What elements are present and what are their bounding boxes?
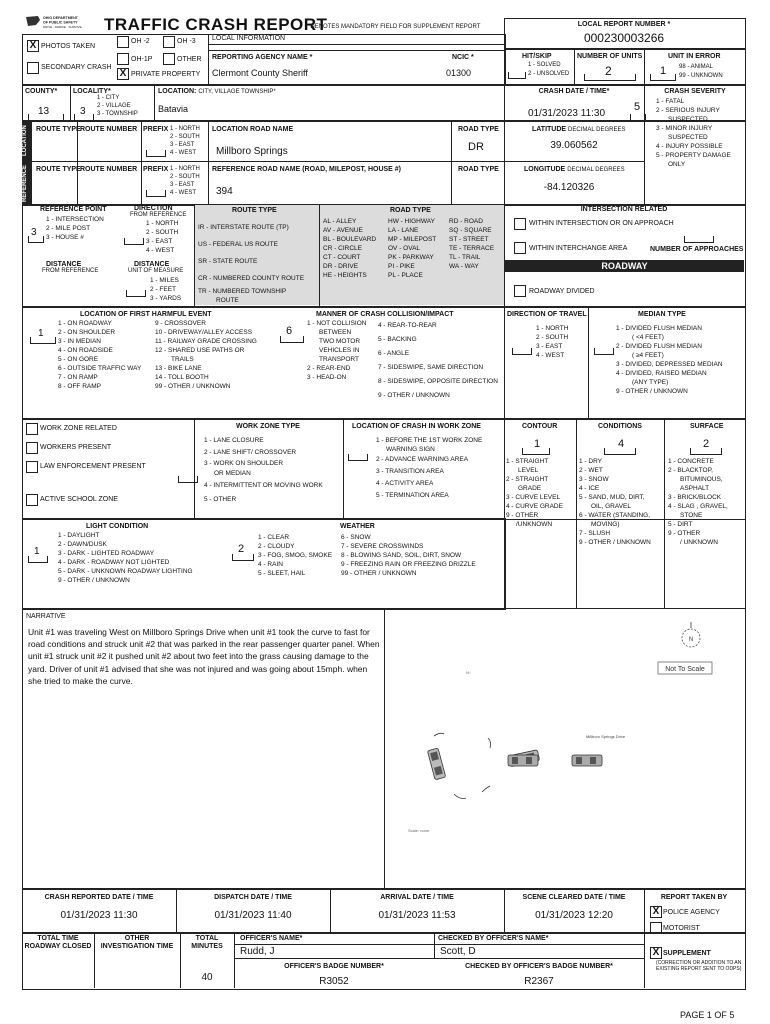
- reporting-agency-label: REPORTING AGENCY NAME *: [212, 54, 313, 61]
- road-type-value[interactable]: DR: [468, 141, 484, 153]
- route-type-head: ROUTE TYPE: [232, 207, 277, 214]
- private-property-checkbox[interactable]: X: [117, 68, 129, 80]
- locality-opt-1: 1 - CITY: [97, 95, 120, 101]
- not-to-scale-label: Not To Scale: [665, 666, 705, 673]
- total-minutes-label: TOTAL: [195, 935, 219, 942]
- scene-cleared-label: SCENE CLEARED DATE / TIME: [522, 894, 626, 901]
- road-type-col-2: HW - HIGHWAY LA - LANE MP - MILEPOST OV - OVAL PK - PARKWAY PI - PIKE PL - PLACE: [388, 218, 437, 279]
- distance-unit-sub: UNIT OF MEASURE: [128, 268, 184, 274]
- longitude-label: LONGITUDE DECIMAL DEGREES: [524, 166, 625, 173]
- median-options: 1 - DIVIDED FLUSH MEDIAN ( <4 FEET) 2 - DIVIDED FLUSH MEDIAN ( ≥4 FEET) 3 - DIVIDED, DEPRESSED MEDIAN 4 - DIVIDED, RAISED MEDIAN (ANY TYPE) 9 - OTHER / UNKNOWN: [616, 325, 723, 395]
- checked-badge-label: CHECKED BY OFFICER'S BADGE NUMBER*: [465, 963, 613, 970]
- ohio-dps-logo: [24, 14, 86, 30]
- weather-col-2: 6 - SNOW 7 - SEVERE CROSSWINDS 8 - BLOWING SAND, SOIL, DIRT, SNOW 9 - FREEZING RAIN OR FREEZING DRIZZLE 99 - OTHER / UNKNOWN: [341, 534, 476, 577]
- work-zone-type-field[interactable]: [178, 476, 198, 483]
- page-number: PAGE 1 OF 5: [680, 1010, 735, 1020]
- road-type-head: ROAD TYPE: [390, 207, 431, 214]
- other-checkbox[interactable]: [163, 53, 175, 65]
- surface-value[interactable]: 2: [703, 438, 710, 450]
- route-number-label-1: ROUTE NUMBER: [80, 126, 138, 133]
- distance-label: DISTANCE: [46, 261, 82, 268]
- county-value[interactable]: 13: [38, 106, 50, 117]
- distance-unit-label: DISTANCE: [134, 261, 170, 268]
- manner-label: MANNER OF CRASH COLLISION/IMPACT: [316, 311, 454, 318]
- direction-field[interactable]: [124, 238, 144, 245]
- secondary-crash-label: SECONDARY CRASH: [41, 64, 112, 71]
- total-time-sub: ROADWAY CLOSED: [24, 943, 92, 950]
- side-reference-tab: REFERENCE: [22, 162, 32, 204]
- roadway-divided-label: ROADWAY DIVIDED: [529, 288, 595, 295]
- conditions-label: CONDITIONS: [598, 423, 642, 430]
- other-label: OTHER: [177, 56, 202, 63]
- badge-label: OFFICER'S BADGE NUMBER*: [284, 963, 384, 970]
- prefix-opt-2: 2 - SOUTH: [170, 134, 200, 140]
- route-number-label-2: ROUTE NUMBER: [80, 166, 138, 173]
- secondary-crash-checkbox[interactable]: [27, 62, 39, 74]
- intersection-related-label: INTERSECTION RELATED: [580, 206, 668, 213]
- badge-value[interactable]: R3052: [319, 976, 349, 987]
- police-agency-label: POLICE AGENCY: [663, 909, 720, 916]
- within-interchange-label: WITHIN INTERCHANGE AREA: [529, 245, 628, 252]
- distance-sub: FROM REFERENCE: [42, 268, 99, 274]
- supplement-label: SUPPLEMENT: [663, 950, 711, 957]
- work-zone-type-options: 1 - LANE CLOSURE 2 - LANE SHIFT/ CROSSOVER 3 - WORK ON SHOULDER OR MEDIAN 4 - INTERMITTENT OR MOVING WORK 5 - OTHER: [204, 437, 323, 503]
- law-enforcement-label: LAW ENFORCEMENT PRESENT: [40, 463, 146, 470]
- arrival-value[interactable]: 01/31/2023 11:53: [378, 910, 456, 921]
- work-zone-location-label: LOCATION OF CRASH IN WORK ZONE: [352, 423, 481, 430]
- weather-label: WEATHER: [340, 523, 375, 530]
- roadway-divided-checkbox[interactable]: [514, 285, 526, 297]
- svg-text:N: N: [688, 637, 694, 643]
- dispatch-label: DISPATCH DATE / TIME: [214, 894, 292, 901]
- svg-text:N↑: N↑: [466, 670, 471, 675]
- direction-sub: FROM REFERENCE: [130, 212, 187, 218]
- locality-value[interactable]: 3: [80, 106, 86, 117]
- prefix-opt-1: 1 - NORTH: [170, 126, 200, 132]
- supplement-checkbox[interactable]: X: [650, 947, 662, 959]
- manner-col-2: 4 - REAR-TO-REAR 5 - BACKING 6 - ANGLE 7 - SIDESWIPE, SAME DIRECTION 8 - SIDESWIPE, OPPOSITE DIRECTION 9 - OTHER / UNKNOWN: [378, 322, 498, 399]
- photos-taken-checkbox[interactable]: X: [27, 40, 39, 52]
- ref-prefix-opt-4: 4 - WEST: [170, 190, 197, 196]
- conditions-options: 1 - DRY 2 - WET 3 - SNOW 4 - ICE 5 - SAND, MUD, DIRT, OIL, GRAVEL 6 - WATER (STANDING, MOVING) 7 - SLUSH 9 - OTHER / UNKNOWN: [579, 458, 651, 546]
- manner-value[interactable]: 6: [286, 325, 293, 337]
- location-value[interactable]: Batavia: [158, 104, 189, 114]
- direction-options: 1 - NORTH 2 - SOUTH 3 - EAST 4 - WEST: [146, 220, 179, 254]
- prefix-opt-4: 4 - WEST: [170, 150, 197, 156]
- latitude-label: LATITUDE DECIMAL DEGREES: [532, 126, 626, 133]
- unit-2-vehicle-icon: [427, 748, 445, 780]
- number-of-units-label: NUMBER OF UNITS: [577, 53, 643, 60]
- svg-text:OF PUBLIC SAFETY: OF PUBLIC SAFETY: [43, 20, 78, 25]
- svg-text:Scale: none: Scale: none: [408, 828, 430, 833]
- oh1p-label: OH-1P: [131, 56, 153, 63]
- scene-cleared-value[interactable]: 01/31/2023 12:20: [535, 910, 613, 921]
- hit-skip-opt-1: 1 - SOLVED: [528, 62, 561, 68]
- longitude-value[interactable]: -84.120326: [543, 182, 595, 193]
- crash-diagram: [386, 610, 742, 886]
- crash-reported-label: CRASH REPORTED DATE / TIME: [44, 894, 154, 901]
- unit-in-error-opt-2: 99 - UNKNOWN: [679, 73, 723, 79]
- svg-text:DRIVE · ARRIVE · SURVIVE: DRIVE · ARRIVE · SURVIVE: [43, 25, 82, 29]
- location-road-label: LOCATION ROAD NAME: [212, 126, 294, 133]
- harmful-event-value[interactable]: 1: [38, 328, 44, 339]
- police-agency-checkbox[interactable]: X: [650, 906, 662, 918]
- unit-in-error-label: UNIT IN ERROR: [668, 53, 721, 60]
- prefix-label-2: PREFIX: [143, 166, 169, 173]
- narrative-text: Unit #1 was traveling West on Millboro Springs Drive when unit #1 took the curve to fast for road conditions and struck unit #2 that was parked in the rear passenger quarter panel. When unit #1 struck unit #2 it pushed unit #2 about two feet into the grass causing damage to the yard. Driver of unit #1 advised that she was not injured and was going about 15mph. when she tried to make the curve.: [28, 627, 380, 686]
- reference-point-options: 1 - INTERSECTION 2 - MILE POST 3 - HOUSE #: [46, 216, 104, 241]
- work-zone-related-checkbox[interactable]: [26, 423, 38, 435]
- road-type-col-1: AL - ALLEY AV - AVENUE BL - BOULEVARD CR - CIRCLE CT - COURT DR - DRIVE HE - HEIGHTS: [323, 218, 377, 279]
- crash-date-value[interactable]: 01/31/2023 11:30: [527, 108, 606, 119]
- active-school-label: ACTIVE SCHOOL ZONE: [40, 496, 118, 503]
- side-location-tab: LOCATION: [22, 121, 32, 161]
- harmful-event-col-1: 1 - ON ROADWAY 2 - ON SHOULDER 3 - IN MEDIAN 4 - ON ROADSIDE 5 - ON GORE 6 - OUTSIDE TRAFFIC WAY 7 - ON RAMP 8 - OFF RAMP: [58, 320, 142, 390]
- photos-taken-label: PHOTOS TAKEN: [41, 43, 96, 50]
- crash-date-label: CRASH DATE / TIME*: [538, 88, 610, 95]
- locality-opt-3: 3 - TOWNSHIP: [97, 111, 138, 117]
- local-information-label: LOCAL INFORMATION: [212, 35, 286, 42]
- weather-col-1: 1 - CLEAR 2 - CLOUDY 3 - FOG, SMOG, SMOKE 4 - RAIN 5 - SLEET, HAIL: [258, 534, 333, 577]
- crash-severity-label: CRASH SEVERITY: [664, 88, 726, 95]
- work-zone-type-label: WORK ZONE TYPE: [236, 423, 300, 430]
- reference-point-value[interactable]: 3: [31, 227, 37, 238]
- ref-prefix-opt-3: 3 - EAST: [170, 182, 195, 188]
- ncic-value[interactable]: 01300: [446, 68, 472, 78]
- report-title: TRAFFIC CRASH REPORT: [104, 15, 328, 34]
- work-zone-location-options: 1 - BEFORE THE 1ST WORK ZONE WARNING SIGN 2 - ADVANCE WARNING AREA 3 - TRANSITION AREA 4 - ACTIVITY AREA 5 - TERMINATION AREA: [376, 437, 483, 499]
- distance-unit-field[interactable]: [126, 290, 146, 297]
- work-zone-related-label: WORK ZONE RELATED: [40, 425, 117, 432]
- roadway-banner-text: ROADWAY: [601, 261, 648, 271]
- locality-opt-2: 2 - VILLAGE: [97, 103, 131, 109]
- north-arrow-icon: [682, 622, 700, 647]
- direction-travel-options: 1 - NORTH 2 - SOUTH 3 - EAST 4 - WEST: [536, 325, 569, 359]
- motorist-label: MOTORIST: [663, 925, 700, 932]
- total-time-label: TOTAL TIME: [37, 935, 79, 942]
- supplement-note: (CORRECTION OR ADDITION TO AN EXISTING REPORT SENT TO ODPS): [656, 960, 742, 972]
- oh2-label: OH -2: [131, 38, 150, 45]
- workers-present-checkbox[interactable]: [26, 442, 38, 454]
- officer-name-label: OFFICER'S NAME*: [240, 935, 303, 942]
- direction-travel-field[interactable]: [512, 348, 532, 355]
- distance-unit-options: 1 - MILES 2 - FEET 3 - YARDS: [150, 277, 182, 302]
- local-report-number-value[interactable]: 000230003266: [583, 31, 665, 45]
- narrative-label: NARRATIVE: [26, 613, 66, 620]
- crash-severity-value[interactable]: 5: [634, 101, 641, 113]
- other-label: OTHER: [124, 935, 150, 942]
- unit-in-error-opt-1: 98 - ANIMAL: [679, 64, 714, 70]
- arrival-label: ARRIVAL DATE / TIME: [380, 894, 454, 901]
- hit-skip-label: HIT/SKIP: [522, 53, 552, 60]
- active-school-checkbox[interactable]: [26, 494, 38, 506]
- reference-road-label: REFERENCE ROAD NAME (ROAD, MILEPOST, HOUSE #): [212, 166, 402, 173]
- local-report-number-label: LOCAL REPORT NUMBER *: [577, 21, 671, 28]
- location-road-value[interactable]: Millboro Springs: [216, 146, 288, 157]
- road-type-col-3: RD - ROAD SQ - SQUARE ST - STREET TE - TERRACE TL - TRAIL WA - WAY: [449, 218, 495, 270]
- total-minutes-value[interactable]: 40: [201, 972, 213, 983]
- workers-present-label: WORKERS PRESENT: [40, 444, 112, 451]
- within-intersection-checkbox[interactable]: [514, 218, 526, 230]
- prefix-opt-3: 3 - EAST: [170, 142, 195, 148]
- checked-badge-value[interactable]: R2367: [524, 976, 554, 987]
- median-field[interactable]: [594, 348, 614, 355]
- private-property-label: PRIVATE PROPERTY: [131, 71, 201, 78]
- oh3-checkbox[interactable]: [163, 36, 175, 48]
- contour-value[interactable]: 1: [534, 438, 541, 450]
- ncic-label: NCIC *: [452, 54, 474, 61]
- route-type-options: IR - INTERSTATE ROUTE (TP) US - FEDERAL US ROUTE SR - STATE ROUTE CR - NUMBERED COUNTY ROUTE TR - NUMBERED TOWNSHIP ROUTE: [198, 224, 305, 304]
- direction-label: DIRECTION: [134, 205, 173, 212]
- county-label: COUNTY*: [25, 88, 58, 95]
- checked-by-value[interactable]: Scott, D: [440, 946, 476, 957]
- parked-vehicle-icon: [508, 755, 538, 766]
- conditions-value[interactable]: 4: [618, 438, 625, 450]
- locality-label: LOCALITY*: [73, 88, 111, 95]
- hit-skip-field[interactable]: [508, 72, 526, 79]
- light-condition-label: LIGHT CONDITION: [86, 523, 149, 530]
- other-sub: INVESTIGATION TIME: [100, 943, 174, 950]
- manner-col-1: 1 - NOT COLLISION BETWEEN TWO MOTOR VEHICLES IN TRANSPORT 2 - REAR-END 3 - HEAD-ON: [307, 320, 367, 381]
- checked-by-label: CHECKED BY OFFICER'S NAME*: [438, 935, 549, 942]
- unit-in-error-value[interactable]: 1: [660, 65, 667, 77]
- surface-label: SURFACE: [690, 423, 724, 430]
- mandatory-note: *DENOTES MANDATORY FIELD FOR SUPPLEMENT REPORT: [308, 24, 481, 30]
- light-condition-value[interactable]: 1: [34, 546, 40, 557]
- location-label: LOCATION: CITY, VILLAGE TOWNSHIP*: [158, 88, 276, 95]
- median-label: MEDIAN TYPE: [638, 311, 686, 318]
- ref-prefix-opt-1: 1 - NORTH: [170, 166, 200, 172]
- oh3-label: OH -3: [177, 38, 196, 45]
- total-minutes-sub: MINUTES: [191, 943, 223, 950]
- surface-options: 1 - CONCRETE 2 - BLACKTOP, BITUMINOUS, ASPHALT 3 - BRICK/BLOCK 4 - SLAG , GRAVEL, STONE 5 - DIRT 9 - OTHER / UNKNOWN: [668, 458, 728, 546]
- crash-reported-value[interactable]: 01/31/2023 11:30: [60, 910, 138, 921]
- road-type-label-2: ROAD TYPE: [458, 166, 499, 173]
- contour-options: 1 - STRAIGHT LEVEL 2 - STRAIGHT GRADE 3 - CURVE LEVEL 4 - CURVE GRADE 9 - OTHER /UNKNOWN: [506, 458, 563, 528]
- within-intersection-label: WITHIN INTERSECTION OR ON APPROACH: [529, 220, 674, 227]
- crash-severity-options: 1 - FATAL 2 - SERIOUS INJURY SUSPECTED 3 - MINOR INJURY SUSPECTED 4 - INJURY POSSIBLE 5 - PROPERTY DAMAGE ONLY: [656, 98, 731, 168]
- reference-point-label: REFERENCE POINT: [40, 206, 107, 213]
- ref-prefix-opt-2: 2 - SOUTH: [170, 174, 200, 180]
- prefix-label-1: PREFIX: [143, 126, 169, 133]
- hit-skip-opt-2: 2 - UNSOLVED: [528, 71, 570, 77]
- law-enforcement-checkbox[interactable]: [26, 461, 38, 473]
- harmful-event-label: LOCATION OF FIRST HARMFUL EVENT: [80, 311, 212, 318]
- officer-name-value[interactable]: Rudd, J: [240, 946, 275, 957]
- reporting-agency-value[interactable]: Clermont County Sheriff: [212, 68, 308, 78]
- diagram-road-label: Millboro Springs Drive: [586, 734, 626, 739]
- other-vehicle-icon: [572, 755, 602, 766]
- svg-text:OHIO DEPARTMENT: OHIO DEPARTMENT: [43, 16, 78, 20]
- number-of-units-value[interactable]: 2: [605, 64, 612, 78]
- within-interchange-checkbox[interactable]: [514, 242, 526, 254]
- oh1p-checkbox[interactable]: [117, 53, 129, 65]
- route-type-label-2: ROUTE TYPE: [36, 166, 81, 173]
- work-zone-location-field[interactable]: [348, 454, 368, 461]
- route-type-label-1: ROUTE TYPE: [36, 126, 81, 133]
- direction-travel-label: DIRECTION OF TRAVEL: [507, 311, 587, 318]
- road-type-label-1: ROAD TYPE: [458, 126, 499, 133]
- report-taken-label: REPORT TAKEN BY: [660, 894, 728, 901]
- oh2-checkbox[interactable]: [117, 36, 129, 48]
- light-condition-options: 1 - DAYLIGHT 2 - DAWN/DUSK 3 - DARK - LIGHTED ROADWAY 4 - DARK - ROADWAY NOT LIGHTED 5 - DARK - UNKNOWN ROADWAY LIGHTING 9 - OTHER / UNKNOWN: [58, 532, 193, 584]
- number-of-approaches-label: NUMBER OF APPROACHES: [650, 246, 744, 253]
- weather-value[interactable]: 2: [238, 543, 245, 555]
- reference-road-value[interactable]: 394: [216, 186, 233, 197]
- dispatch-value[interactable]: 01/31/2023 11:40: [214, 910, 292, 921]
- contour-label: CONTOUR: [522, 423, 558, 430]
- latitude-value[interactable]: 39.060562: [550, 140, 598, 151]
- harmful-event-col-2: 9 - CROSSOVER 10 - DRIVEWAY/ALLEY ACCESS 11 - RAILWAY GRADE CROSSING 12 - SHARED USE PATHS OR TRAILS 13 - BIKE LANE 14 - TOLL BOOTH 99 - OTHER / UNKNOWN: [155, 320, 257, 390]
